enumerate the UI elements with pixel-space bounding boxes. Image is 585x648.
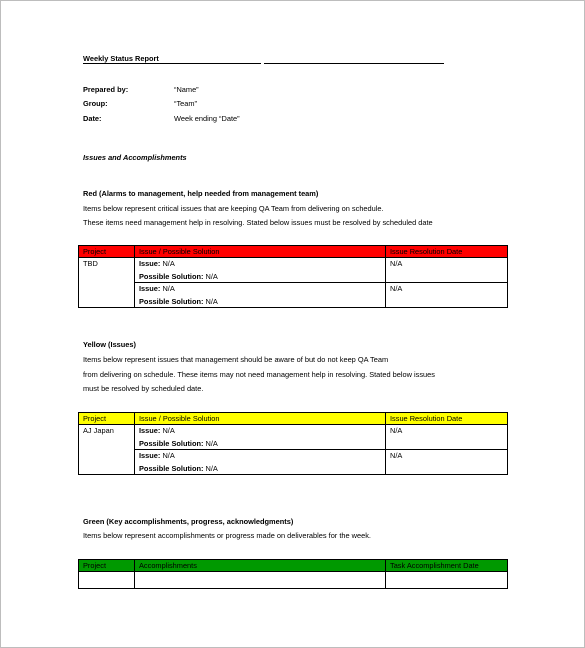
prepared-by-value: “Name” — [174, 85, 199, 94]
column-header-accomplishments: Accomplishments — [135, 560, 386, 572]
issue-cell — [135, 425, 386, 450]
green-heading: Green (Key accomplishments, progress, acknowledgments) — [83, 517, 294, 526]
solution-label: Possible Solution: — [139, 297, 204, 306]
group-value: “Team” — [174, 99, 197, 108]
solution-value: N/A — [205, 439, 218, 448]
table-row — [79, 450, 508, 475]
section-heading: Issues and Accomplishments — [83, 153, 187, 162]
table-row — [79, 572, 508, 589]
column-header-project: Project — [79, 413, 135, 425]
solution-label: Possible Solution: — [139, 439, 204, 448]
solution-value: N/A — [205, 464, 218, 473]
issue-value: N/A — [162, 284, 175, 293]
column-header-resolution-date: Issue Resolution Date — [386, 413, 508, 425]
solution-label: Possible Solution: — [139, 464, 204, 473]
yellow-line-3: must be resolved by scheduled date. — [83, 384, 204, 393]
column-header-project: Project — [79, 246, 135, 258]
green-table-header — [79, 560, 508, 572]
group-label: Group: — [83, 99, 108, 108]
accomplishment-cell — [135, 572, 386, 589]
red-heading: Red (Alarms to management, help needed from management team) — [83, 189, 319, 198]
title-underline-right — [264, 63, 444, 64]
red-issues-table — [78, 245, 508, 308]
date-label: Date: — [83, 114, 102, 123]
solution-label: Possible Solution: — [139, 272, 204, 281]
resolution-date-cell: N/A — [386, 258, 508, 283]
red-line-1: Items below represent critical issues that are keeping QA Team from delivering on schedule. — [83, 204, 384, 213]
table-row — [79, 283, 508, 308]
report-title: Weekly Status Report — [83, 54, 159, 63]
green-line-1: Items below represent accomplishments or progress made on deliverables for the week. — [83, 531, 371, 540]
yellow-line-2: from delivering on schedule. These items may not need management help in resolving. Stated below issues — [83, 370, 435, 379]
yellow-table-header — [79, 413, 508, 425]
resolution-date-cell: N/A — [386, 425, 508, 450]
solution-value: N/A — [205, 297, 218, 306]
column-header-accomplishment-date: Task Accomplishment Date — [386, 560, 508, 572]
issue-cell — [135, 450, 386, 475]
resolution-date-cell: N/A — [386, 450, 508, 475]
issue-label: Issue: — [139, 259, 161, 268]
issue-label: Issue: — [139, 284, 161, 293]
column-header-resolution-date: Issue Resolution Date — [386, 246, 508, 258]
prepared-by-label: Prepared by: — [83, 85, 129, 94]
column-header-project: Project — [79, 560, 135, 572]
yellow-heading: Yellow (Issues) — [83, 340, 136, 349]
issue-cell — [135, 283, 386, 308]
red-line-2: These items need management help in resolving. Stated below issues must be resolved by scheduled date — [83, 218, 433, 227]
yellow-issues-table — [78, 412, 508, 475]
yellow-line-1: Items below represent issues that management should be aware of but do not keep QA Team — [83, 355, 389, 364]
issue-value: N/A — [162, 451, 175, 460]
project-cell — [79, 572, 135, 589]
column-header-issue: Issue / Possible Solution — [135, 413, 386, 425]
resolution-date-cell: N/A — [386, 283, 508, 308]
solution-value: N/A — [205, 272, 218, 281]
project-cell: TBD — [79, 258, 135, 308]
issue-cell — [135, 258, 386, 283]
issue-value: N/A — [162, 259, 175, 268]
project-cell: AJ Japan — [79, 425, 135, 475]
accomplishment-date-cell — [386, 572, 508, 589]
red-table-header — [79, 246, 508, 258]
issue-value: N/A — [162, 426, 175, 435]
table-row — [79, 258, 508, 283]
table-row — [79, 425, 508, 450]
green-accomplishments-table — [78, 559, 508, 589]
issue-label: Issue: — [139, 451, 161, 460]
date-value: Week ending “Date” — [174, 114, 240, 123]
title-underline-left — [83, 63, 261, 64]
issue-label: Issue: — [139, 426, 161, 435]
column-header-issue: Issue / Possible Solution — [135, 246, 386, 258]
